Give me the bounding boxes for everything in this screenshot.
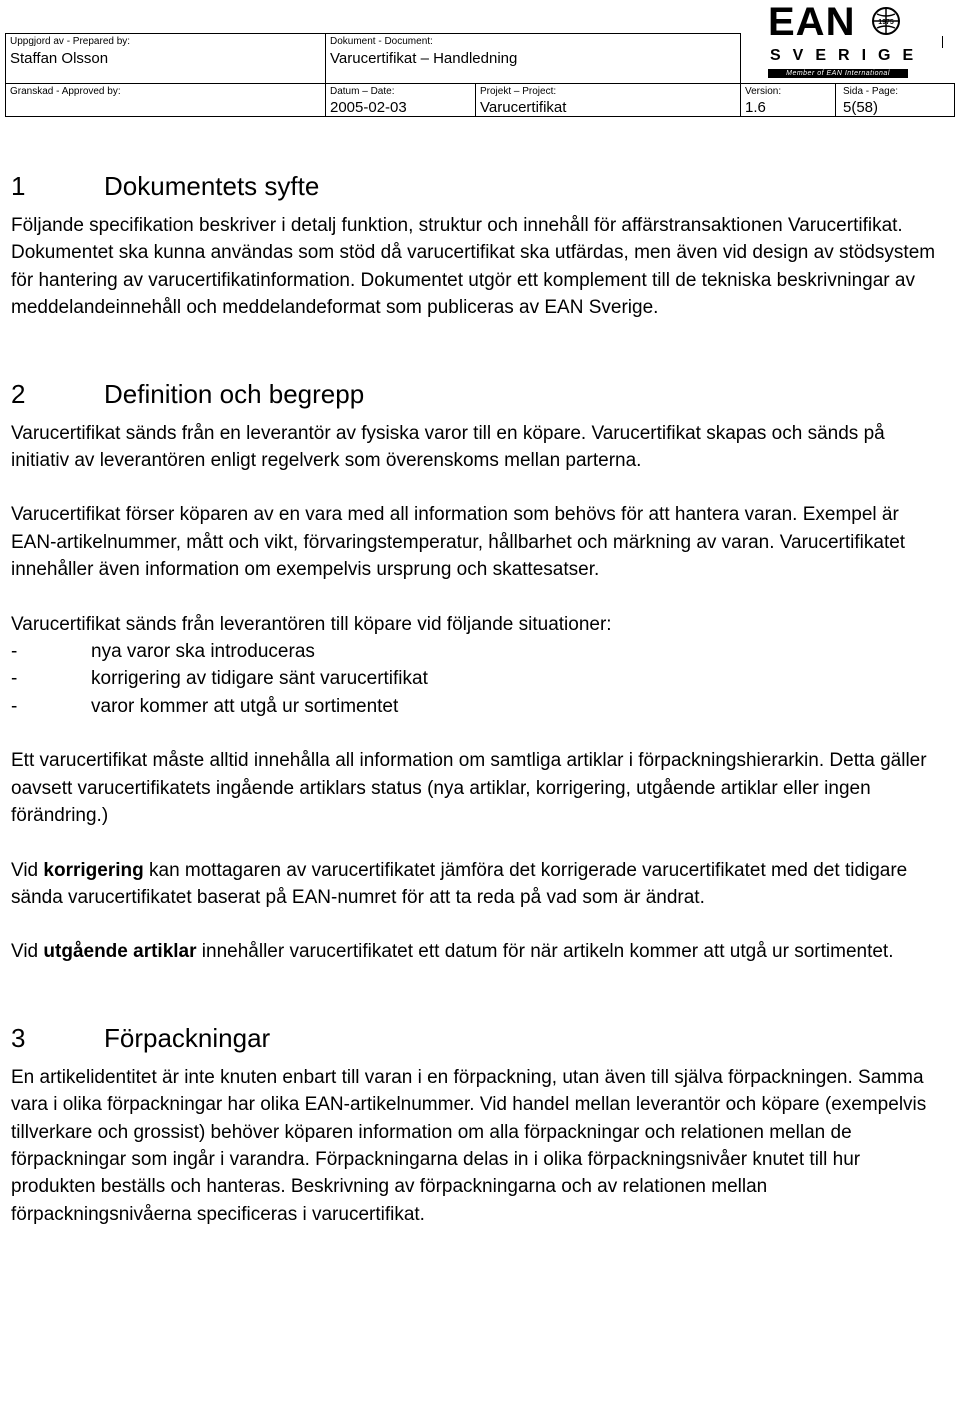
ean-sverige-logo <box>758 0 926 82</box>
logo-sverige-text: SVERIGE <box>770 47 926 64</box>
list-item: - korrigering av tidigare sänt varucertifikat <box>11 668 428 690</box>
header-border-bottom <box>5 116 955 117</box>
situation-list <box>11 638 941 720</box>
document-body <box>11 170 941 1228</box>
paragraph: Ett varucertifikat måste alltid innehålla all information om samtliga artiklar i förpackningshierarkin. Detta gäller oavsett varucertifikatets ingående artiklars status (nya artiklar, korrigering, utgående artiklar eller ingen förändring.) <box>11 750 927 827</box>
approved-by-label: Granskad - Approved by: <box>10 86 121 97</box>
version-value: 1.6 <box>745 99 766 116</box>
margin-mark <box>942 36 943 48</box>
paragraph: Följande specifikation beskriver i detalj funktion, struktur och innehåll för affärstransaktionen Varucertifikat. Dokumentet ska kunna användas som stöd då varucertifikat ska utfärdas, men även vid design av stödsystem för hantering av varucertifikatinformation. Dokumentet utgör ett komplement till de tekniska beskrivningar av meddelandeinnehåll och meddelandeformat som publiceras av EAN Sverige. <box>11 215 936 319</box>
section-title: Definition och begrepp <box>104 378 365 409</box>
header-row-divider <box>5 83 955 84</box>
paragraph: Vid korrigering kan mottagaren av varucertifikatet jämföra det korrigerade varucertifikatet med det tidigare sända varucertifikatet baserat på EAN-numret för att ta reda på vad som är ändrat. <box>11 859 908 908</box>
header-border-left <box>5 33 6 117</box>
page-label: Sida - Page: <box>843 86 899 97</box>
document-value: Varucertifikat – Handledning <box>330 50 518 67</box>
list-item: - nya varor ska introduceras <box>11 641 315 663</box>
page-value: 5(58) <box>843 99 879 116</box>
list-item: - varor kommer att utgå ur sortimentet <box>11 695 399 717</box>
logo-member-text: Member of EAN International <box>768 69 908 78</box>
logo-ean-text: EAN <box>768 0 856 44</box>
header-col-divider <box>325 33 326 117</box>
prepared-by-label: Uppgjord av - Prepared by: <box>10 36 131 47</box>
project-value: Varucertifikat <box>480 99 567 116</box>
paragraph: En artikelidentitet är inte knuten enbart till varan i en förpackning, utan även till själva förpackningen. Samma vara i olika förpackningar har olika EAN-artikelnummer. Vid handel mellan leverantör och köpare (exempelvis tillverkare och grossist) behöver köparen information om alla förpackningar och relationen mellan de förpackningar som ingår i varandra. Förpackningarna delas in i olika förpackningsnivåer knutet till hur produkten beställs och hanteras. Beskrivning av förpackningarna och av relationen mellan förpackningsnivåerna specificeras i varucertifikat. <box>11 1066 927 1225</box>
prepared-by-value: Staffan Olsson <box>10 50 109 67</box>
globe-icon <box>871 6 901 36</box>
section-heading-3 <box>11 1022 941 1054</box>
date-label: Datum – Date: <box>330 86 395 97</box>
section-number: 2 <box>11 378 26 409</box>
header-col-divider <box>740 33 741 117</box>
section-heading-1 <box>11 170 941 202</box>
document-label: Dokument - Document: <box>330 36 433 47</box>
bold-term: korrigering <box>43 859 144 881</box>
paragraph: Vid utgående artiklar innehåller varucertifikatet ett datum för när artikeln kommer att utgå ur sortimentet. <box>11 941 894 963</box>
section-title: Dokumentets syfte <box>104 171 320 201</box>
section-number: 3 <box>11 1022 26 1053</box>
paragraph: Varucertifikat sänds från en leverantör av fysiska varor till en köpare. Varucertifikat skapas och sänds på initiativ av leverantören enligt regelverk som överenskoms mellan parterna. <box>11 422 885 472</box>
header-col-divider <box>835 83 836 117</box>
project-label: Projekt – Project: <box>480 86 557 97</box>
version-label: Version: <box>745 86 782 97</box>
section-heading-2 <box>11 378 941 410</box>
section-title: Förpackningar <box>104 1022 271 1053</box>
logo-anniversary: 1975 <box>878 19 894 26</box>
header-border-top <box>5 33 740 34</box>
header-border-right <box>954 83 955 117</box>
section-number: 1 <box>11 171 26 201</box>
paragraph: Varucertifikat förser köparen av en vara med all information som behövs för att hantera varan. Exempel är EAN-artikelnummer, mått och vikt, förvaringstemperatur, hållbarhet och märkning av varan. Varucertifikatet innehåller även information om exempelvis ursprung och skattesatser. <box>11 504 906 581</box>
paragraph: Varucertifikat sänds från leverantören till köpare vid följande situationer: <box>11 613 612 635</box>
bold-term: utgående artiklar <box>43 941 197 963</box>
header-col-divider <box>475 83 476 117</box>
date-value: 2005-02-03 <box>330 99 407 116</box>
